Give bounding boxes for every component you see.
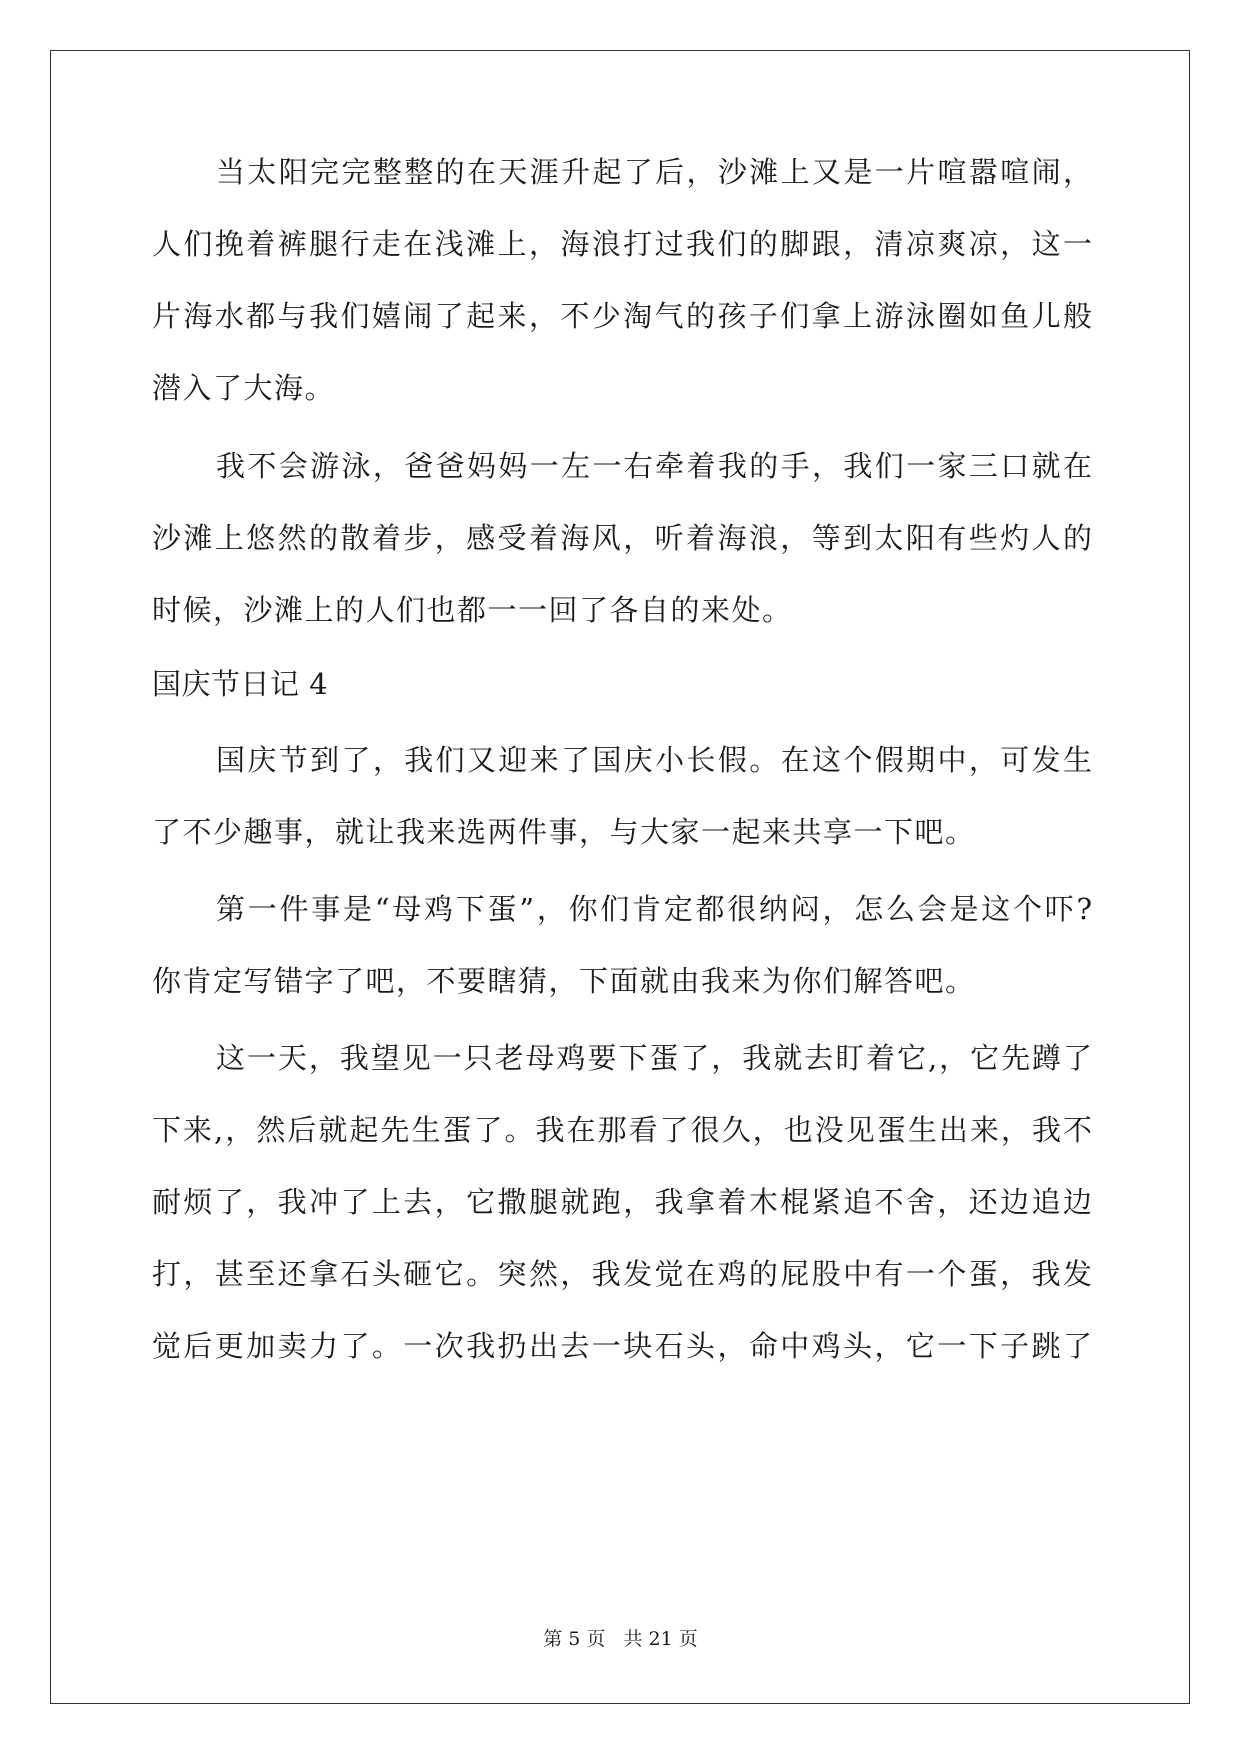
text-line: 当太阳完完整整的在天涯升起了后，沙滩上又是一片喧嚣喧闹， — [216, 155, 1092, 189]
text-line: 人们挽着裤腿行走在浅滩上，海浪打过我们的脚跟，清凉爽凉，这一 — [152, 227, 1092, 261]
text-line: 了不少趣事，就让我来选两件事，与大家一起来共享一下吧。 — [152, 815, 976, 849]
text-line: 打，甚至还拿石头砸它。突然，我发觉在鸡的屁股中有一个蛋，我发 — [152, 1257, 1092, 1291]
text-line: 第一件事是“母鸡下蛋”，你们肯定都很纳闷，怎么会是这个吓? — [216, 892, 1092, 926]
text-line: 沙滩上悠然的散着步，感受着海风，听着海浪，等到太阳有些灼人的 — [152, 521, 1092, 555]
text-line: 耐烦了，我冲了上去，它撒腿就跑，我拿着木棍紧追不舍，还边追边 — [152, 1185, 1092, 1219]
text-line: 我不会游泳，爸爸妈妈一左一右牵着我的手，我们一家三口就在 — [216, 449, 1092, 483]
page-number: 第 5 页 — [543, 1628, 606, 1650]
page-footer — [0, 1627, 1241, 1651]
text-line: 时候，沙滩上的人们也都一一回了各自的来处。 — [152, 593, 793, 627]
text-line: 片海水都与我们嬉闹了起来，不少淘气的孩子们拿上游泳圈如鱼儿般 — [152, 299, 1092, 333]
section-heading: 国庆节日记 4 — [152, 667, 329, 701]
text-line: 下来,，然后就起先生蛋了。我在那看了很久，也没见蛋生出来，我不 — [152, 1113, 1092, 1147]
text-line: 潜入了大海。 — [152, 371, 336, 405]
text-line: 国庆节到了，我们又迎来了国庆小长假。在这个假期中，可发生 — [216, 743, 1092, 777]
text-line: 你肯定写错字了吧，不要瞎猜，下面就由我来为你们解答吧。 — [152, 964, 976, 998]
text-line: 这一天，我望见一只老母鸡要下蛋了，我就去盯着它,，它先蹲了 — [216, 1041, 1092, 1075]
text-line: 觉后更加卖力了。一次我扔出去一块石头，命中鸡头，它一下子跳了 — [152, 1329, 1092, 1363]
page-total: 共 21 页 — [623, 1628, 698, 1650]
